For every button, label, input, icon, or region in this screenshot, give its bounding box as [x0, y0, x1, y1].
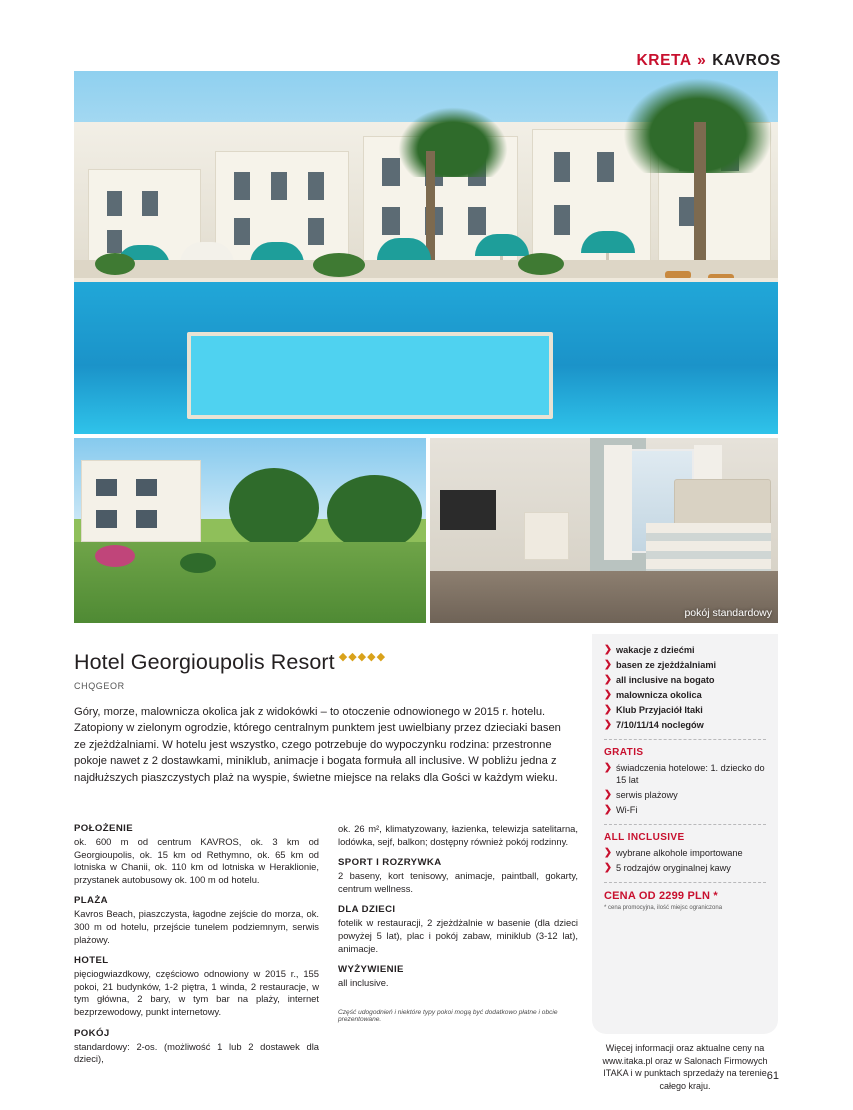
chevron-right-icon: ❯	[604, 689, 612, 700]
header-chevron-icon: »	[697, 52, 707, 69]
list-item	[604, 862, 766, 874]
section-heading-plaza: PLAŻA	[74, 895, 108, 907]
gratis-label: Wi-Fi	[615, 805, 638, 815]
section-heading-hotel: HOTEL	[74, 955, 109, 967]
chevron-right-icon: ❯	[604, 804, 612, 815]
shrub	[95, 253, 135, 275]
chevron-right-icon: ❯	[604, 644, 612, 655]
list-item	[604, 674, 766, 686]
highlight-label: Klub Przyjaciół Itaki	[615, 705, 703, 715]
hotel-code: CHQGEOR	[74, 681, 125, 691]
chevron-right-icon: ❯	[604, 847, 612, 858]
highlight-label: malownicza okolica	[615, 690, 702, 700]
all-inclusive-heading: ALL INCLUSIVE	[604, 832, 685, 843]
highlight-label: 7/10/11/14 noclegów	[615, 720, 704, 730]
highlight-label: all inclusive na bogato	[615, 675, 715, 685]
gratis-label: świadczenia hotelowe: 1. dziecko do 15 lat	[615, 763, 765, 785]
list-item	[604, 689, 766, 701]
list-item	[604, 704, 766, 716]
details-column-mid	[338, 823, 578, 990]
highlight-label: basen ze zjeżdżalniami	[615, 660, 717, 670]
photo-caption: pokój standardowy	[684, 607, 772, 619]
photo-standard-room	[430, 438, 778, 623]
hero-photo-pool	[74, 71, 778, 434]
gratis-label: serwis plażowy	[615, 790, 678, 800]
hotel-title-block	[74, 650, 574, 786]
page-header	[636, 52, 781, 70]
gratis-heading: GRATIS	[604, 747, 644, 758]
header-city: KAVROS	[712, 52, 781, 69]
photo-bush	[180, 553, 216, 573]
list-item	[604, 719, 766, 731]
list-item	[604, 762, 766, 786]
list-item	[604, 847, 766, 859]
section-heading-wyzywienie: WYŻYWIENIE	[338, 964, 404, 976]
chevron-right-icon: ❯	[604, 674, 612, 685]
chevron-right-icon: ❯	[604, 789, 612, 800]
sidebar-footer-text: Więcej informacji oraz aktualne ceny na www.itaka.pl oraz w Salonach Firmowych ITAKA i w punktach sprzedaży na terenie całego kraju.	[602, 1043, 768, 1091]
page-number: 61	[766, 1070, 779, 1082]
section-body-plaza: Kavros Beach, piaszczysta, łagodne zejście do morza, ok. 300 m od hotelu, przejście tunelem podziemnym, serwis plażowy.	[74, 908, 319, 945]
header-region: KRETA	[636, 52, 692, 69]
palm-tree	[398, 107, 508, 177]
divider	[604, 739, 766, 740]
divider	[604, 824, 766, 825]
chevron-right-icon: ❯	[604, 719, 612, 730]
section-body-hotel: pięciogwiazdkowy, częściowo odnowiony w 2015 r., 155 pokoi, 21 budynków, 1-2 piętra, 1 winda, 2 restauracje, w tym główna, 2 bary, w tym bar na plaży, internet bezprzewodowy, punkt internetowy.	[74, 968, 319, 1017]
photo-garden-building	[74, 438, 426, 623]
photo-tree	[327, 475, 422, 551]
shrub	[518, 253, 564, 275]
section-body-pokoj: standardowy: 2-os. (możliwość 1 lub 2 dostawek dla dzieci),	[74, 1040, 319, 1065]
section-body-pokoj-cont: ok. 26 m², klimatyzowany, łazienka, telewizja satelitarna, lodówka, sejf, balkon; dostępny również pokój rodzinny.	[338, 823, 578, 847]
chevron-right-icon: ❯	[604, 862, 612, 873]
photo-building	[81, 460, 201, 541]
list-item	[604, 789, 766, 801]
section-body-polozenie: ok. 600 m od centrum KAVROS, ok. 3 km od Georgioupolis, ok. 15 km od Rethymno, ok. 65 km od lotniska w Chanii, ok. 110 km od lotniska w Heraklionie, przystanek autobusowy ok. 100 m od hotelu.	[74, 836, 319, 885]
room-curtain	[604, 445, 632, 560]
disclaimer-footnote: Część udogodnień i niektóre typy pokoi mogą być dodatkowo płatne i obcie prezentowane.	[338, 1009, 558, 1023]
offer-sidebar	[592, 634, 778, 1034]
list-item	[604, 804, 766, 816]
chevron-right-icon: ❯	[604, 704, 612, 715]
star-rating: ◆◆◆◆◆	[338, 651, 387, 663]
section-body-dla-dzieci: fotelik w restauracji, 2 zjeżdżalnie w basenie (dla dzieci powyżej 5 lat), plac i pokój zabaw, miniklub (3-12 lat), animacje.	[338, 917, 578, 954]
chevron-right-icon: ❯	[604, 762, 612, 773]
section-body-sport: 2 baseny, kort tenisowy, animacje, paintball, gokarty, centrum wellness.	[338, 870, 578, 894]
room-television	[440, 490, 496, 531]
all-inclusive-label: 5 rodzajów oryginalnej kawy	[615, 863, 731, 873]
highlight-label: wakacje z dziećmi	[615, 645, 695, 655]
list-item	[604, 659, 766, 671]
page-title: Hotel Georgioupolis Resort	[74, 650, 335, 674]
section-heading-pokoj: POKÓJ	[74, 1027, 110, 1039]
all-inclusive-label: wybrane alkohole importowane	[615, 848, 743, 858]
photo-tree	[229, 468, 319, 548]
details-column-left	[74, 823, 319, 1066]
list-item	[604, 644, 766, 656]
room-armchair	[524, 512, 569, 560]
shrub	[313, 253, 365, 277]
price-label: CENA OD 2299 PLN *	[604, 890, 718, 902]
section-heading-dla-dzieci: DLA DZIECI	[338, 904, 396, 916]
section-heading-polozenie: POŁOŻENIE	[74, 823, 134, 834]
palm-trunk	[694, 122, 706, 267]
hotel-description: Góry, morze, malownicza okolica jak z widokówki – to otoczenie odnowionego w 2015 r. hotelu. Zatopiony w zielonym ogrodzie, którego centralnym punktem jest uwielbiany przez dzieciaki basen ze zjeżdżalniami. W hotelu jest wszystko, czego potrzebuje do wypoczynku rodzina: przestronne pokoje nawet z 2 dostawkami, miniklub, animacje i bogata formuła all inclusive. W pobliżu jedna z najdłuższych piaszczystych plaż na wyspie, świetne miejsce na relaks dla Gości w każdym wieku.	[74, 706, 561, 784]
section-body-wyzywienie: all inclusive.	[338, 977, 389, 989]
section-heading-sport: SPORT I ROZRYWKA	[338, 857, 442, 869]
divider	[604, 882, 766, 883]
chevron-right-icon: ❯	[604, 659, 612, 670]
pool-inner-basin	[187, 332, 553, 419]
price-note: * cena promocyjna, ilość miejsc ograniczona	[604, 905, 723, 911]
